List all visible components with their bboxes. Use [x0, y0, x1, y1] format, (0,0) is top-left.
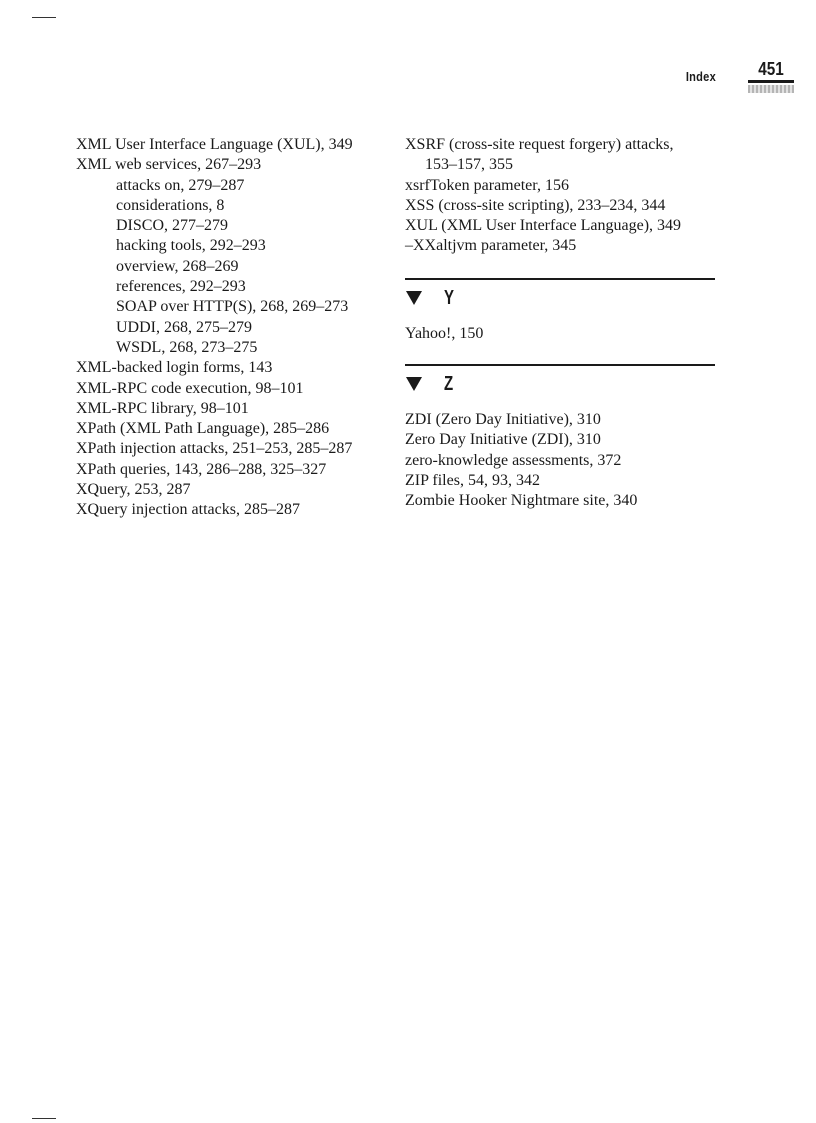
triangle-icon	[406, 377, 422, 391]
index-entry: zero-knowledge assessments, 372	[405, 451, 622, 469]
triangle-icon	[406, 291, 422, 305]
page-number: 451	[758, 59, 784, 79]
index-entry: XPath injection attacks, 251–253, 285–287	[76, 440, 353, 458]
page-number-rule	[748, 80, 794, 83]
section-entries	[405, 324, 721, 344]
index-subentry: overview, 268–269	[116, 257, 239, 275]
index-entry: XML-backed login forms, 143	[76, 359, 273, 377]
index-column-left	[76, 135, 396, 521]
index-subentry: attacks on, 279–287	[116, 176, 245, 194]
index-entry: ZDI (Zero Day Initiative), 310	[405, 411, 601, 429]
index-entry: XML-RPC code execution, 98–101	[76, 379, 304, 397]
index-section-z	[405, 364, 721, 511]
index-subentry: UDDI, 268, 275–279	[116, 318, 252, 336]
index-subentry: WSDL, 268, 273–275	[116, 338, 258, 356]
running-header-label: Index	[685, 69, 716, 84]
index-entry: XSRF (cross-site request forgery) attacks,	[405, 136, 674, 153]
index-subentry: SOAP over HTTP(S), 268, 269–273	[116, 298, 349, 316]
section-heading	[405, 284, 721, 312]
index-entry: ZIP files, 54, 93, 342	[405, 471, 540, 489]
index-subentry: hacking tools, 292–293	[116, 237, 266, 255]
index-entry: XML-RPC library, 98–101	[76, 399, 249, 417]
section-entries	[405, 410, 721, 511]
section-rule	[405, 278, 715, 280]
section-letter: Z	[444, 372, 454, 395]
index-entry: Zombie Hooker Nightmare site, 340	[405, 492, 638, 510]
index-entry: XUL (XML User Interface Language), 349	[405, 217, 682, 235]
index-subentry: references, 292–293	[116, 278, 246, 296]
index-entry: XSS (cross-site scripting), 233–234, 344	[405, 196, 666, 214]
index-entry: XQuery, 253, 287	[76, 481, 191, 499]
index-column-right	[405, 135, 721, 512]
index-entry: xsrfToken parameter, 156	[405, 176, 569, 194]
index-subentry: considerations, 8	[116, 196, 225, 214]
index-entry: Zero Day Initiative (ZDI), 310	[405, 431, 601, 449]
crop-mark-top	[32, 17, 56, 18]
section-heading	[405, 370, 721, 398]
section-letter: Y	[444, 286, 455, 309]
index-entry: –XXaltjvm parameter, 345	[405, 237, 577, 255]
section-rule	[405, 364, 715, 366]
page-number-decoration	[748, 85, 794, 93]
index-entries-x	[405, 135, 721, 257]
index-subentry: DISCO, 277–279	[116, 217, 229, 235]
index-entry: Yahoo!, 150	[405, 324, 484, 342]
index-entry: XPath (XML Path Language), 285–286	[76, 420, 330, 438]
index-entry: XML User Interface Language (XUL), 349	[76, 136, 353, 153]
index-entry: 153–157, 355	[425, 156, 513, 174]
index-entry: XQuery injection attacks, 285–287	[76, 501, 300, 519]
crop-mark-bottom	[32, 1118, 56, 1119]
index-entry: XPath queries, 143, 286–288, 325–327	[76, 460, 327, 478]
index-section-y	[405, 278, 721, 344]
index-entry: XML web services, 267–293	[76, 156, 262, 174]
